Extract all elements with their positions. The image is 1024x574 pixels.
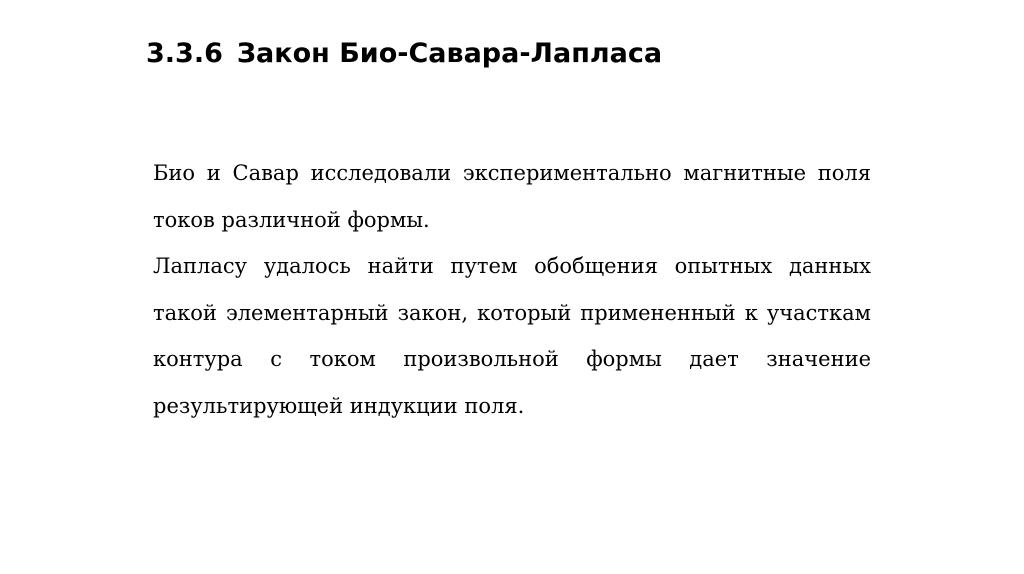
slide-title [146, 34, 662, 74]
body-text [153, 150, 871, 429]
section-number: 3.3.6 [146, 38, 223, 69]
paragraph-2: Лапласу удалось найти путем обобщения опытных данных такой элементарный закон, который примененный к участкам контура с током произвольной формы дает значение результирующей индукции поля. [153, 254, 871, 418]
title-text: Закон Био-Савара-Лапласа [236, 38, 663, 69]
paragraph-1: Био и Савар исследовали экспериментально магнитные поля токов различной формы. [153, 161, 871, 232]
